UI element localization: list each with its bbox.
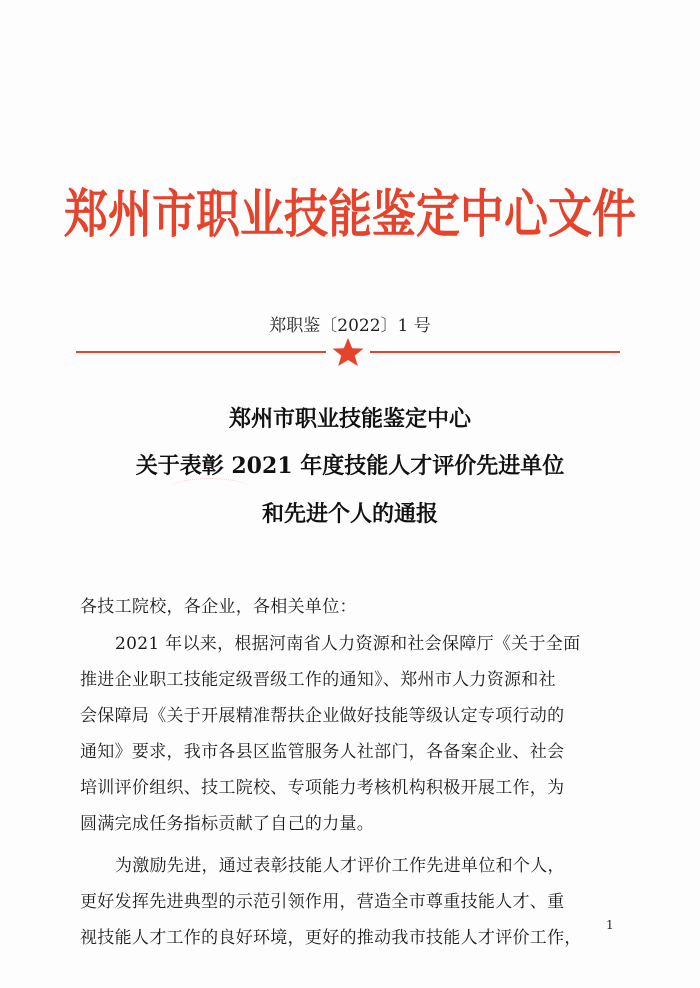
document-number: 郑职鉴〔2022〕1 号: [269, 316, 431, 336]
headline-line-3: 和先进个人的通报: [261, 501, 438, 527]
star-icon: [330, 337, 366, 367]
paragraph1-line-2: 推进企业职工技能定级晋级工作的通知》、郑州市人力资源和社: [80, 670, 556, 690]
paragraph1-line-3: 会保障局《关于开展精准帮扶企业做好技能等级认定专项行动的: [80, 706, 565, 726]
page-number: 1: [606, 918, 614, 932]
paragraph2-line-2: 更好发挥先进典型的示范引领作用，营造全市尊重技能人才、重: [80, 892, 565, 912]
paragraph1-line-5: 培训评价组织、技工院校、专项能力考核机构积极开展工作，为: [80, 778, 565, 798]
red-divider-left: [76, 351, 326, 353]
faint-stamp-mark: [170, 478, 250, 499]
paragraph2-line-3: 视技能人才工作的良好环境，更好的推动我市技能人才评价工作，: [80, 928, 582, 948]
headline-line-1: 郑州市职业技能鉴定中心: [228, 406, 471, 432]
paragraph1-line-4: 通知》要求，我市各县区监管服务人社部门，各备案企业、社会: [80, 742, 565, 762]
headline-line-2: 关于表彰 2021 年度技能人才评价先进单位: [135, 453, 565, 479]
salutation: 各技工院校，各企业，各相关单位：: [80, 597, 357, 617]
red-divider-right: [370, 351, 620, 353]
paragraph1-line-1: 2021 年以来，根据河南省人力资源和社会保障厅《关于全面: [115, 634, 581, 654]
paragraph1-line-6: 圆满完成任务指标贡献了自己的力量。: [80, 814, 375, 834]
paragraph2-line-1: 为激励先进，通过表彰技能人才评价工作先进单位和个人，: [115, 856, 565, 876]
document-red-header-title: 郑州市职业技能鉴定中心文件: [64, 186, 636, 244]
